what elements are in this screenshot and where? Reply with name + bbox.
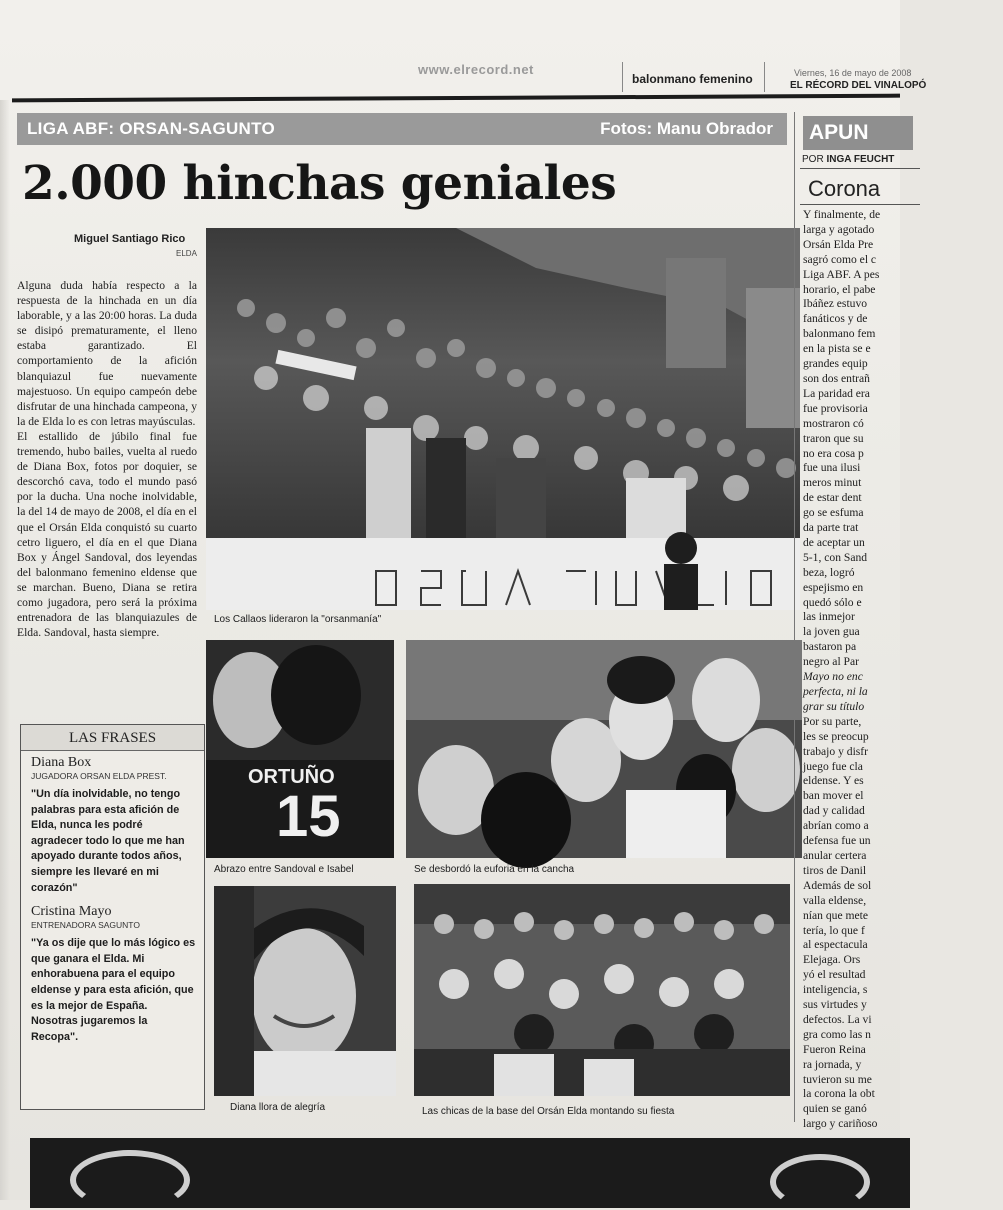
section-name: balonmano femenino <box>632 72 753 86</box>
sidebar-line: no era cosa p <box>803 446 864 460</box>
sidebar-line: de aceptar un <box>803 535 865 549</box>
sidebar-line: Ibáñez estuvo <box>803 297 868 311</box>
sidebar-line: beza, logró <box>803 565 855 579</box>
crowd-photo-graphic <box>206 228 800 610</box>
sidebar-line: traron que su <box>803 431 864 445</box>
diana-photo-graphic <box>214 886 396 1096</box>
photo-caption: Abrazo entre Sandoval e Isabel <box>214 864 354 875</box>
headline: 2.000 hinchas geniales <box>22 156 617 211</box>
byline-place: ELDA <box>176 249 197 258</box>
sidebar-byline <box>802 154 894 165</box>
bottom-ad-strip <box>30 1138 910 1208</box>
sidebar-title: Corona <box>808 176 881 201</box>
ad-logo-swirl <box>770 1154 870 1210</box>
header-rule <box>12 94 900 103</box>
sidebar-line: valla eldense, <box>803 893 867 907</box>
sidebar-line: tería, lo que f <box>803 923 865 937</box>
byline: Miguel Santiago Rico <box>74 233 186 245</box>
sidebar-line: dad y calidad <box>803 804 865 818</box>
sidebar-line: ra jornada, y <box>803 1057 862 1071</box>
sidebar-line: espejismo en <box>803 580 864 594</box>
photo-caption: Diana llora de alegría <box>230 1102 326 1113</box>
sidebar-author: INGA FEUCHT <box>826 154 895 165</box>
jersey-name: ORTUÑO <box>248 766 335 788</box>
sidebar-line: Liga ABF. A pes <box>803 267 880 281</box>
sidebar-line: quien se ganó <box>803 1102 867 1116</box>
sidebar-line: abrían como a <box>803 819 869 833</box>
quote-name: Cristina Mayo <box>31 904 112 920</box>
quote-text: "Ya os dije que lo más lógico es que ganara el Elda. Mi enhorabuena para el equipo eldense y para esta afición, que es la mejor de España. Nosotras jugaremos la Recopa". <box>31 937 196 1043</box>
hug-photo-graphic <box>206 640 394 858</box>
sidebar-rule <box>800 204 920 205</box>
sidebar-line: al espectacula <box>803 938 868 952</box>
sidebar-line: grar su título <box>803 699 865 713</box>
sidebar-line: largo y cariñoso <box>803 1117 878 1131</box>
sidebar-line: Elejaga. Ors <box>803 953 861 967</box>
sidebar-line: 5-1, con Sand <box>803 550 868 564</box>
sidebar-line: en la pista se e <box>803 342 871 356</box>
photo-caption: Las chicas de la base del Orsán Elda montando su fiesta <box>422 1106 675 1117</box>
sidebar-line: fue una ilusi <box>803 461 861 475</box>
quotes-title: LAS FRASES <box>21 725 204 751</box>
sidebar-line: balonmano fem <box>803 327 876 341</box>
photo-girls <box>414 884 790 1096</box>
sidebar-line: gra como las n <box>803 1027 871 1041</box>
sidebar-line: tuvieron su me <box>803 1072 872 1086</box>
photo-euphoria <box>406 640 802 858</box>
paper-name: EL RÉCORD DEL VINALOPÓ <box>790 80 927 91</box>
sidebar-line: tiros de Danil <box>803 863 867 877</box>
sidebar-line: Mayo no enc <box>803 670 863 684</box>
sidebar-line: Por su parte, <box>803 714 862 728</box>
photo-hug <box>206 640 394 858</box>
sidebar-line: horario, el pabe <box>803 282 876 296</box>
photo-caption: Los Callaos lideraron la "orsanmanía" <box>214 614 382 625</box>
quote-item <box>21 751 204 896</box>
column-divider <box>794 112 795 1122</box>
sidebar-line: de estar dent <box>803 491 862 505</box>
sidebar-line: meros minut <box>803 476 862 490</box>
sidebar-line: sagró como el c <box>803 252 877 266</box>
sidebar-line: da parte trat <box>803 521 859 535</box>
sidebar-line: trabajo y disfr <box>803 744 869 758</box>
sidebar-line: juego fue cla <box>803 759 863 773</box>
photo-stands <box>206 228 800 610</box>
sidebar-line: las inmejor <box>803 610 855 624</box>
sidebar-line: grandes equip <box>803 357 868 371</box>
header-divider <box>764 62 765 92</box>
quote-role: ENTRENADORA SAGUNTO <box>31 920 140 931</box>
sidebar-line: Orsán Elda Pre <box>803 237 874 251</box>
quote-role: JUGADORA ORSAN ELDA PREST. <box>31 771 167 781</box>
sidebar-line: ban mover el <box>803 789 864 803</box>
sidebar-line: eldense. Y es <box>803 774 864 788</box>
quotes-box <box>20 724 205 1110</box>
photo-caption: Se desbordó la euforia en la cancha <box>414 864 575 875</box>
sidebar-by-prefix: POR <box>802 154 824 165</box>
girls-photo-graphic <box>414 884 790 1096</box>
sidebar-line: nían que mete <box>803 908 869 922</box>
issue-date: Viernes, 16 de mayo de 2008 <box>794 68 912 78</box>
sidebar-column <box>800 110 940 1130</box>
sidebar-line: la corona la obt <box>803 1087 875 1101</box>
sidebar-line: anular certera <box>803 848 867 862</box>
photo-credit: Fotos: Manu Obrador <box>600 119 773 138</box>
header-divider <box>622 62 623 92</box>
page-edge-shadow <box>0 100 10 1200</box>
jersey-number: 15 <box>276 784 341 849</box>
sidebar-line: la joven gua <box>803 625 860 639</box>
quote-name: Diana Box <box>31 755 92 770</box>
running-header <box>0 0 927 100</box>
photo-diana <box>214 886 396 1096</box>
sidebar-text <box>803 208 1003 1132</box>
sidebar-line: negro al Par <box>803 655 860 669</box>
sidebar-line: Además de sol <box>803 878 872 892</box>
quote-item <box>21 896 204 1045</box>
sidebar-line: Y finalmente, de <box>803 208 881 221</box>
article-body <box>17 278 197 640</box>
sidebar-line: sus virtudes y <box>803 998 867 1012</box>
sidebar-line: inteligencia, s <box>803 983 868 997</box>
article-paragraph: Alguna duda había respecto a la respuesta de la hinchada en un día laborable, y a las 20:00 horas. La duda se disipó prematuramente, el lleno estaba garantizado. El comportamiento de la afición blanquiazul fue nuevamente majestuoso. Un equipo campeón debe disfrutar de una hinchada campeona, y la de Elda lo es con letras mayúsculas. <box>17 279 197 428</box>
site-url: www.elrecord.net <box>418 62 534 77</box>
ad-logo-swirl <box>70 1150 190 1210</box>
sidebar-kicker: APUN <box>803 116 913 150</box>
article-paragraph: El estallido de júbilo final fue tremendo, hubo bailes, vuelta al ruedo de Diana Box, fotos por doquier, se descorchó cava, todo el mundo pasó por la ducha. Una noche inolvidable, la del 14 de mayo de 2008, el día en el que el Orsán Elda conquistó su cuarto cetro liguero, el día en el que Diana Box y Ángel Sandoval, dos leyendas del balonmano femenino eldense que se marchan. Bueno, Diana se retira como jugadora, pero será la próxima entrenadora de las blanquiazules de Elda. Sandoval, hasta siempre. <box>17 429 197 640</box>
sidebar-line: les se preocup <box>803 729 869 743</box>
sidebar-line: son dos entrañ <box>803 371 870 385</box>
sidebar-line: La paridad era <box>803 386 870 400</box>
sidebar-line: fanáticos y de <box>803 312 868 326</box>
sidebar-line: yó el resultad <box>803 968 866 982</box>
sidebar-line: defensa fue un <box>803 834 871 848</box>
kicker-bar <box>17 113 787 145</box>
sidebar-line: mostraron có <box>803 416 864 430</box>
sidebar-line: Fueron Reina <box>803 1042 866 1056</box>
sidebar-line: bastaron pa <box>803 640 857 654</box>
sidebar-line: quedó sólo e <box>803 595 862 609</box>
sidebar-rule <box>800 168 920 169</box>
sidebar-line: perfecta, ni la <box>803 685 868 698</box>
sidebar-line: fue provisoria <box>803 401 868 415</box>
kicker: LIGA ABF: ORSAN-SAGUNTO <box>27 119 276 138</box>
euphoria-photo-graphic <box>406 640 802 858</box>
sidebar-line: go se esfuma <box>803 506 864 520</box>
sidebar-line: larga y agotado <box>803 222 875 236</box>
sidebar-line: defectos. La vi <box>803 1012 872 1026</box>
quote-text: "Un día inolvidable, no tengo palabras para esta afición de Elda, nunca les podré agradecer todo lo que me han apoyado durante todos años, siempre les llevaré en mi corazón" <box>31 788 185 894</box>
